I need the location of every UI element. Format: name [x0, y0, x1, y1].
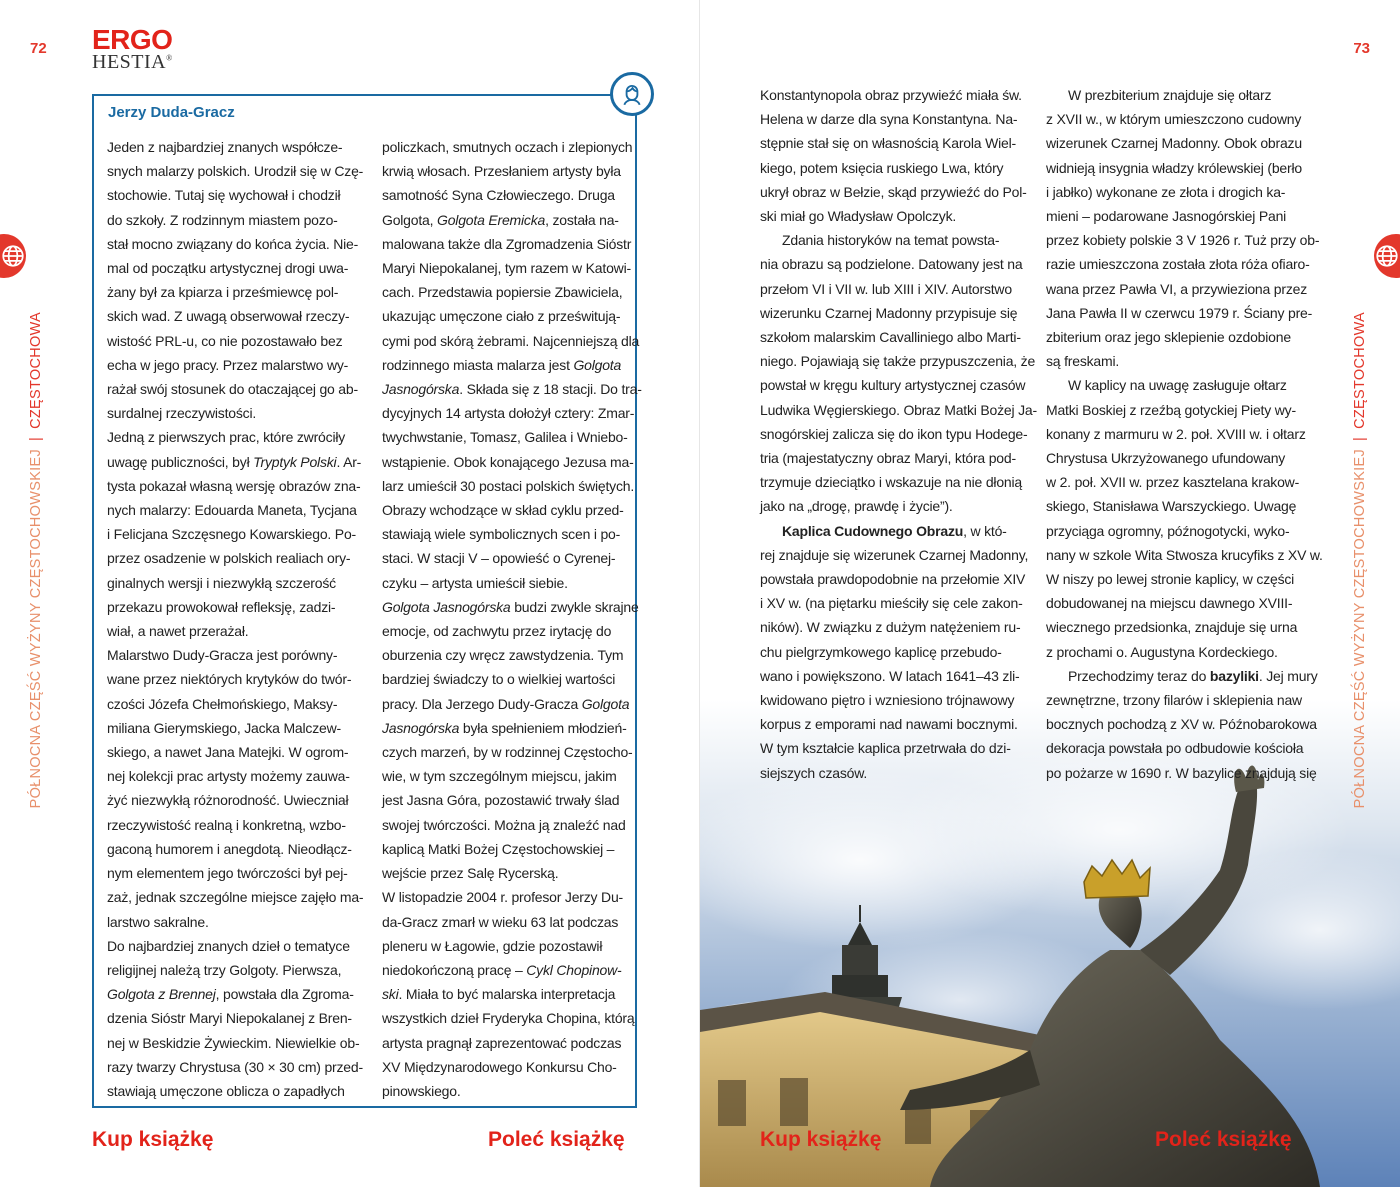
text-line: w 2. poł. XVII w. przez kasztelana krakow-	[1046, 474, 1300, 491]
text-line: ników). W związku z dużym natężeniem ru-	[760, 619, 1021, 636]
text-line: stępnie stał się on własnością Karola Wiel-	[760, 135, 1016, 152]
text-line: niego. Pojawiają się także przypuszczenia, że	[760, 353, 1036, 370]
text-line: wiał, a nawet przerażał.	[107, 623, 249, 640]
text-line: tysta pokazał własną wersję obrazów zna-	[107, 477, 361, 494]
globe-icon-badge	[0, 234, 26, 278]
text-column-left-2	[382, 135, 642, 1103]
text-line: jako na „drogę, prawdę i życie”).	[760, 498, 953, 515]
text-line: siejszych czasów.	[760, 764, 868, 781]
text-line: dycyjnych 14 artysta dołożył cztery: Zmar-	[382, 405, 635, 422]
text-line: kwidowano piętro i wzniesiono trójnawowy	[760, 692, 1015, 709]
text-line: szkołom malarskim Cavalliniego albo Marti-	[760, 329, 1021, 346]
text-line: echa w jego pracy. Przez malarstwo wy-	[107, 356, 349, 373]
text-line: pinowskiego.	[382, 1082, 461, 1099]
logo-ergo: ERGO	[92, 24, 173, 55]
text-line: oburzenia czy wręcz zawstydzenia. Tym	[382, 647, 624, 664]
text-line: Przechodzimy teraz do bazyliki. Jej mury	[1068, 667, 1318, 684]
person-icon	[619, 81, 645, 107]
text-line: przez kobiety polskie 3 V 1926 r. Tuż przy ob-	[1046, 232, 1320, 249]
text-line: rzeczywistość realną i konkretną, wzbo-	[107, 816, 346, 833]
text-line: bocznych pochodzą z XV w. Późnobarokowa	[1046, 716, 1317, 733]
text-line: Malarstwo Dudy-Gracza jest porówny-	[107, 647, 338, 664]
text-line: surdalnej rzeczywistości.	[107, 405, 257, 422]
text-line: z prochami o. Augustyna Kordeckiego.	[1046, 643, 1278, 660]
text-line: korpus z emporami nad nawami bocznymi.	[760, 716, 1018, 733]
buy-book-link[interactable]: Kup książkę	[760, 1128, 882, 1151]
text-line: i Felicjana Szczęsnego Kowarskiego. Po-	[107, 526, 356, 543]
text-line: krwią włosach. Przesłaniem artysty była	[382, 163, 621, 180]
text-line: czyku – artysta umieścił siebie.	[382, 574, 568, 591]
text-line: Do najbardziej znanych dzieł o tematyce	[107, 937, 350, 954]
text-line: niedokończoną pracę – Cykl Chopinow-	[382, 961, 622, 978]
text-line: skiego, Stanisława Warszyckiego. Uwagę	[1046, 498, 1297, 515]
text-line: stawiają umęczone oblicza o zapadłych	[107, 1082, 345, 1099]
text-line: dzenia Sióstr Maryi Niepokalanej z Bren-	[107, 1010, 352, 1027]
text-line: z XVII w., w którym umieszczono cudowny	[1046, 111, 1302, 128]
text-line: W tym kształcie kaplica przetrwała do dzi-	[760, 740, 1011, 757]
text-line: stał mocno związany do końca życia. Nie-	[107, 235, 359, 252]
text-line: twychwstanie, Tomasz, Galilea i Wniebo-	[382, 429, 628, 446]
text-line: miliana Gierymskiego, Jacka Malczew-	[107, 719, 341, 736]
text-line: nany w szkole Wita Stwosza krucyfiks z XV w.	[1046, 546, 1323, 563]
text-line: powstała prawdopodobnie na przełomie XIV	[760, 571, 1026, 588]
globe-icon-badge	[1374, 234, 1400, 278]
text-line: Jana Pawła II w czerwcu 1979 r. Ściany pre-	[1046, 304, 1313, 321]
text-line: Golgota z Brennej, powstała dla Zgroma-	[107, 986, 354, 1003]
text-line: Jeden z najbardziej znanych współcze-	[107, 139, 343, 155]
recommend-book-link[interactable]: Poleć książkę	[1155, 1128, 1292, 1151]
page-number: 73	[1353, 40, 1370, 57]
text-line: skiego, a nawet Jana Matejki. W ogrom-	[107, 744, 349, 761]
text-line: konany z marmuru w 2. poł. XVIII w. i ołtarz	[1046, 425, 1306, 442]
city-label: CZĘSTOCHOWA	[28, 312, 44, 429]
text-line: nych malarzy: Edouarda Maneta, Tycjana	[107, 502, 357, 519]
text-line: dobudowanej na miejscu dawnego XVIII-	[1046, 595, 1293, 612]
text-line: ukrył obraz w Bełzie, skąd przywieźć do Pol-	[760, 183, 1027, 200]
text-line: Jedną z pierwszych prac, które zwróciły	[107, 429, 346, 446]
text-line: Jasnogórska. Składa się z 18 stacji. Do tra-	[382, 381, 642, 398]
bazyliki-keyword: bazyliki	[1209, 667, 1259, 684]
text-line: policzkach, smutnych oczach i zlepionych	[382, 139, 633, 155]
text-column-left-1	[107, 135, 364, 1103]
text-line: XV Międzynarodowego Konkursu Cho-	[382, 1058, 617, 1075]
text-line: rej znajduje się wizerunek Czarnej Madonny,	[760, 546, 1029, 563]
text-line: nej w Beskidzie Żywieckim. Niewielkie ob-	[107, 1034, 360, 1051]
globe-icon	[0, 243, 26, 269]
ergo-hestia-logo	[92, 26, 173, 72]
text-line: gaconą humorem i anegdotą. Nieodłącz-	[107, 840, 352, 857]
text-line: Chrystusa Ukrzyżowanego ufundowany	[1046, 450, 1286, 467]
text-line: rażał swój stosunek do otaczającej go ab-	[107, 381, 358, 398]
text-line: zbiterium oraz jego sklepienie ozdobione	[1046, 329, 1291, 346]
text-line: przez osadzenie w polskich realiach ory-	[107, 550, 351, 567]
globe-icon	[1374, 243, 1400, 269]
text-line: W niszy po lewej stronie kaplicy, w części	[1046, 571, 1295, 588]
text-line: wane przez niektórych krytyków do twór-	[107, 671, 352, 688]
text-line: wstąpienie. Obok konającego Jezusa ma-	[382, 453, 634, 470]
text-line: ginalnych wersji i niezwykłą szczerość	[107, 574, 336, 591]
text-line: żyć niezwykłą różnorodność. Uwieczniał	[107, 792, 349, 809]
text-line: wszystkich dzieł Fryderyka Chopina, którą	[382, 1010, 635, 1027]
box-title: Jerzy Duda-Gracz	[108, 104, 235, 121]
text-line: larz umieścił 30 postaci polskich świętych.	[382, 477, 635, 494]
text-line: wizerunek Czarnej Madonny. Obok obrazu	[1046, 135, 1302, 152]
text-line: skich wad. Z uwagą obserwował rzeczy-	[107, 308, 350, 325]
text-line: cymi pod skórą żebrami. Najcenniejszą dla	[382, 332, 640, 349]
text-line: kiego, potem księcia ruskiego Lwa, który	[760, 159, 1004, 176]
text-line: do szkoły. Z rodzinnym miastem pozo-	[107, 211, 338, 228]
text-line: da-Gracz zmarł w wieku 63 lat podczas	[382, 913, 619, 930]
text-line: pleneru w Łagowie, gdzie pozostawił	[382, 937, 603, 954]
text-line: cach. Przedstawia popiersie Zbawiciela,	[382, 284, 623, 301]
text-line: nej kolekcji prac artysty możemy zauwa-	[107, 768, 350, 785]
text-line: wizerunku Czarnej Madonny przypisuje się	[760, 304, 1018, 321]
text-line: przełom VI i VII w. lub XIII i XIV. Autorstwo	[760, 280, 1012, 297]
text-line: rodzinnego miasta malarza jest Golgota	[382, 356, 622, 373]
text-line: jest Jasna Góra, pozostawić trwały ślad	[382, 792, 620, 809]
text-line: są freskami.	[1046, 353, 1120, 370]
text-line: ukazując umęczone ciało z prześwitują-	[382, 308, 621, 325]
text-line: W prezbiterium znajduje się ołtarz	[1068, 87, 1272, 103]
text-line: stawiają wiele symbolicznych scen i po-	[382, 526, 621, 543]
text-line: snych malarzy polskich. Urodził się w Czę-	[107, 163, 364, 180]
logo-hestia: HESTIA®	[92, 51, 173, 73]
text-line: razie umieszczona została złota róża ofiaro-	[1046, 256, 1310, 273]
text-line: Golgota Jasnogórska budzi zwykle skrajne	[382, 598, 639, 615]
text-line: Obrazy wchodzące w skład cyklu przed-	[382, 502, 624, 519]
text-line: religijnej należą trzy Golgoty. Pierwsza,	[107, 961, 342, 978]
text-line: po pożarze w 1690 r. W bazylice znajdują się	[1046, 764, 1317, 781]
text-line: czości Józefa Chełmońskiego, Maksy-	[107, 695, 338, 712]
text-line: W listopadzie 2004 r. profesor Jerzy Du-	[382, 889, 623, 906]
side-chapter-label: PÓŁNOCNA CZĘŚĆ WYŻYNY CZĘSTOCHOWSKIEJ|CZĘSTOCHOWA	[28, 312, 44, 809]
text-column-right-2	[1046, 83, 1323, 785]
text-line: W kaplicy na uwagę zasługuje ołtarz	[1068, 377, 1287, 394]
text-line: Kaplica Cudownego Obrazu, w któ-	[782, 522, 1007, 539]
text-line: wie, w tym szczególnym miejscu, jakim	[382, 768, 617, 785]
section-heading-kaplica: Kaplica Cudownego Obrazu	[782, 522, 964, 539]
text-line: żany był za kpiarza i prześmiewcę pol-	[107, 284, 339, 301]
text-line: Matki Boskiej z rzeźbą gotyckiej Piety wy-	[1046, 401, 1296, 418]
text-line: przekazu prowokował refleksję, zadzi-	[107, 598, 336, 615]
region-label: PÓŁNOCNA CZĘŚĆ WYŻYNY CZĘSTOCHOWSKIEJ	[1352, 448, 1368, 809]
text-line: tria (majestatyczny obraz Maryi, która pod-	[760, 450, 1016, 467]
text-line: zaż, jednak szczególne miejsce zajęło ma-	[107, 889, 364, 906]
region-label: PÓŁNOCNA CZĘŚĆ WYŻYNY CZĘSTOCHOWSKIEJ	[28, 448, 44, 809]
text-line: artysta pragnął zaprezentować podczas	[382, 1034, 622, 1051]
text-line: uwagę publiczności, był Tryptyk Polski. Ar-	[107, 453, 362, 470]
text-line: wistość PRL-u, co nie pozostawało bez	[107, 332, 343, 349]
page-right	[700, 0, 1400, 1187]
text-line: zewnętrzne, trzony filarów i sklepienia naw	[1046, 692, 1302, 709]
text-line: Zdania historyków na temat powsta-	[782, 232, 1000, 249]
text-line: wiecznego przedsionka, znajduje się urna	[1046, 619, 1298, 636]
text-line: trzymuje dzieciątko i wskazuje na nie dłonią	[760, 474, 1022, 491]
text-column-right-1	[760, 83, 1037, 785]
text-line: Konstantynopola obraz przywieźć miała św.	[760, 87, 1022, 103]
text-line: malowana także dla Zgromadzenia Sióstr	[382, 235, 632, 252]
text-line: Golgota, Golgota Eremicka, została na-	[382, 211, 619, 228]
text-line: ski miał go Władysław Opolczyk.	[760, 208, 957, 225]
text-line: powstał w kręgu kultury artystycznej czasów	[760, 377, 1026, 394]
text-line: Helena w darze dla syna Konstantyna. Na-	[760, 111, 1018, 128]
text-line: chu pielgrzymkowego kaplicę przebudo-	[760, 643, 1002, 660]
text-line: nym elementem jego twórczości był pej-	[107, 865, 348, 882]
text-line: swojej twórczości. Można ją znaleźć nad	[382, 816, 626, 833]
text-line: samotność Syna Człowieczego. Druga	[382, 187, 615, 204]
text-line: emocje, od zachwytu przez irytację do	[382, 623, 612, 640]
text-line: wano i powiększono. W latach 1641–43 zli-	[760, 667, 1020, 684]
text-line: i jabłko) wykonane ze złota i drogich ka-	[1046, 183, 1286, 200]
text-line: Jasnogórska była spełnieniem młodzień-	[382, 719, 627, 736]
text-line: Maryi Niepokalanej, tym razem w Katowi-	[382, 260, 631, 277]
recommend-book-link[interactable]: Poleć książkę	[488, 1128, 625, 1151]
text-line: stochowie. Tutaj się wychował i chodził	[107, 187, 341, 204]
text-line: wejście przez Salę Rycerską.	[382, 865, 559, 882]
text-line: dekoracja powstała po odbudowie kościoła	[1046, 740, 1304, 757]
buy-book-link[interactable]: Kup książkę	[92, 1128, 214, 1151]
text-line: nia obrazu są podzielone. Datowany jest na	[760, 256, 1023, 273]
text-line: snogórskiej zalicza się do ikon typu Hodege-	[760, 425, 1028, 442]
text-line: mal od początku artystycznej drogi uwa-	[107, 260, 349, 277]
text-line: czych marzeń, by w rodzinnej Częstocho-	[382, 744, 633, 761]
text-line: mieni – podarowane Jasnogórskiej Pani	[1046, 208, 1287, 225]
text-line: i XV w. (na piętarku mieściły się cele zakon-	[760, 595, 1023, 612]
text-line: przyciąga ogromny, późnogotycki, wyko-	[1046, 522, 1290, 539]
side-chapter-label: PÓŁNOCNA CZĘŚĆ WYŻYNY CZĘSTOCHOWSKIEJ|CZĘSTOCHOWA	[1352, 312, 1368, 809]
person-icon-badge	[610, 72, 654, 116]
text-line: Ludwika Węgierskiego. Obraz Matki Bożej Ja-	[760, 401, 1037, 418]
text-line: widnieją insygnia władzy królewskiej (berło	[1046, 159, 1302, 176]
page-number: 72	[30, 40, 47, 57]
text-line: kaplicą Matki Bożej Częstochowskiej –	[382, 840, 615, 857]
text-line: pracy. Dla Jerzego Dudy-Gracza Golgota	[382, 695, 630, 712]
text-line: bardziej świadczy to o wielkiej wartości	[382, 671, 616, 688]
text-line: wana przez Pawła VI, a przywieziona przez	[1046, 280, 1308, 297]
text-line: staci. W stacji V – opowieść o Cyrenej-	[382, 550, 616, 567]
city-label: CZĘSTOCHOWA	[1352, 312, 1368, 429]
text-line: larstwo sakralne.	[107, 913, 209, 930]
text-line: ski. Miała to być malarska interpretacja	[382, 986, 616, 1003]
text-line: razy twarzy Chrystusa (30 × 30 cm) przed-	[107, 1058, 363, 1075]
